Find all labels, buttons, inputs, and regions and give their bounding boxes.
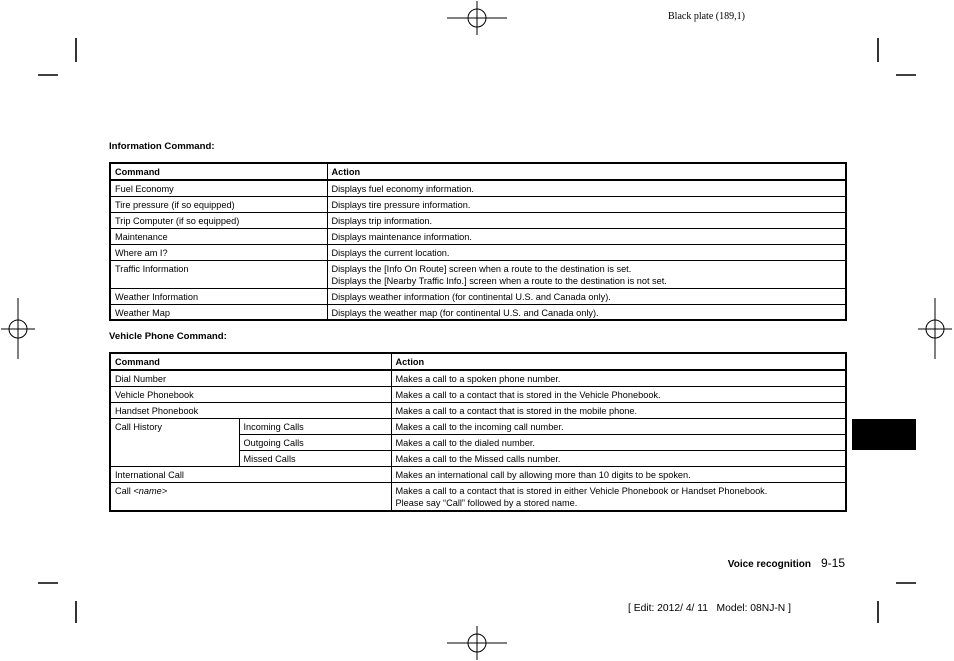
action-line: Makes a call to the incoming call number. (395, 421, 564, 432)
command-cell (110, 482, 391, 511)
table-row (110, 244, 846, 260)
registration-mark-right (918, 298, 952, 359)
registration-mark-top (447, 1, 507, 35)
page-number: 9-15 (820, 556, 845, 570)
table-row (110, 304, 846, 320)
info-section-title: Information Command: (109, 141, 215, 152)
action-cell (327, 228, 846, 244)
action-line: Makes a call to a contact that is stored in the Vehicle Phonebook. (395, 389, 661, 400)
action-cell (391, 370, 846, 386)
command-cell: Fuel Economy (110, 180, 327, 196)
action-line: Makes an international call by allowing more than 10 digits to be spoken. (395, 469, 691, 480)
info-command-table (109, 162, 847, 321)
command-cell: Maintenance (110, 228, 327, 244)
action-line: Displays weather information (for continental U.S. and Canada only). (331, 291, 611, 302)
action-cell (327, 288, 846, 304)
command-cell: Vehicle Phonebook (110, 386, 391, 402)
action-cell (391, 450, 846, 466)
action-line: Displays the [Nearby Traffic Info.] screen when a route to the destination is not set. (331, 275, 667, 286)
command-cell: Weather Map (110, 304, 327, 320)
command-cell: Weather Information (110, 288, 327, 304)
command-cell-call-history: Call History (110, 418, 239, 466)
table-row (110, 466, 846, 482)
command-cell: Traffic Information (110, 260, 327, 288)
action-line: Makes a call to a spoken phone number. (395, 374, 561, 384)
action-line: Please say “Call” followed by a stored name. (395, 497, 578, 508)
column-header-action: Action (391, 353, 846, 370)
command-cell: Trip Computer (if so equipped) (110, 212, 327, 228)
action-cell (327, 196, 846, 212)
table-row (110, 482, 846, 511)
subcommand-cell: Outgoing Calls (239, 434, 391, 450)
command-cell: Tire pressure (if so equipped) (110, 196, 327, 212)
table-row (110, 196, 846, 212)
action-line: Makes a call to a contact that is stored in either Vehicle Phonebook or Handset Phonebook. (395, 485, 768, 496)
action-line: Makes a call to a contact that is stored in the mobile phone. (395, 405, 638, 416)
command-cell: Where am I? (110, 244, 327, 260)
column-header-command: Command (110, 353, 391, 370)
table-row (110, 402, 846, 418)
command-cell: International Call (110, 466, 391, 482)
action-cell (391, 482, 846, 511)
command-cell: Handset Phonebook (110, 402, 391, 418)
action-line: Displays the weather map (for continental U.S. and Canada only). (331, 307, 599, 318)
table-row (110, 180, 846, 196)
action-line: Displays tire pressure information. (331, 199, 471, 210)
edit-info: [ Edit: 2012/ 4/ 11 Model: 08NJ-N ] (628, 603, 791, 614)
action-line: Displays trip information. (331, 215, 433, 226)
subcommand-cell: Incoming Calls (239, 418, 391, 434)
action-cell (327, 260, 846, 288)
action-line: Displays the [Info On Route] screen when a route to the destination is set. (331, 263, 632, 274)
command-param: <name> (133, 485, 168, 496)
action-line: Makes a call to the dialed number. (395, 437, 535, 448)
action-cell (391, 386, 846, 402)
table-row (110, 212, 846, 228)
column-header-action: Action (327, 163, 846, 180)
action-line: Makes a call to the Missed calls number. (395, 453, 561, 464)
page-footer (728, 556, 845, 570)
action-line: Displays fuel economy information. (331, 184, 474, 194)
action-cell (327, 180, 846, 196)
phone-section-title: Vehicle Phone Command: (109, 331, 227, 342)
action-cell (327, 244, 846, 260)
action-cell (391, 466, 846, 482)
table-row (110, 288, 846, 304)
table-row (110, 386, 846, 402)
chapter-tab-marker (852, 419, 916, 450)
plate-label: Black plate (189,1) (668, 11, 745, 22)
action-cell (391, 402, 846, 418)
column-header-command: Command (110, 163, 327, 180)
phone-command-table (109, 352, 847, 512)
table-row (110, 228, 846, 244)
action-cell (327, 304, 846, 320)
registration-mark-bottom (447, 626, 507, 660)
table-row (110, 418, 846, 434)
command-cell: Dial Number (110, 370, 391, 386)
action-cell (391, 418, 846, 434)
table-header-row (110, 353, 846, 370)
table-row (110, 370, 846, 386)
command-text: Call (115, 485, 131, 496)
footer-section-name: Voice recognition (727, 559, 811, 570)
action-line: Displays maintenance information. (331, 231, 472, 242)
subcommand-cell: Missed Calls (239, 450, 391, 466)
table-row (110, 260, 846, 288)
table-header-row (110, 163, 846, 180)
action-cell (327, 212, 846, 228)
action-cell (391, 434, 846, 450)
action-line: Displays the current location. (331, 247, 450, 258)
registration-mark-left (1, 298, 35, 359)
